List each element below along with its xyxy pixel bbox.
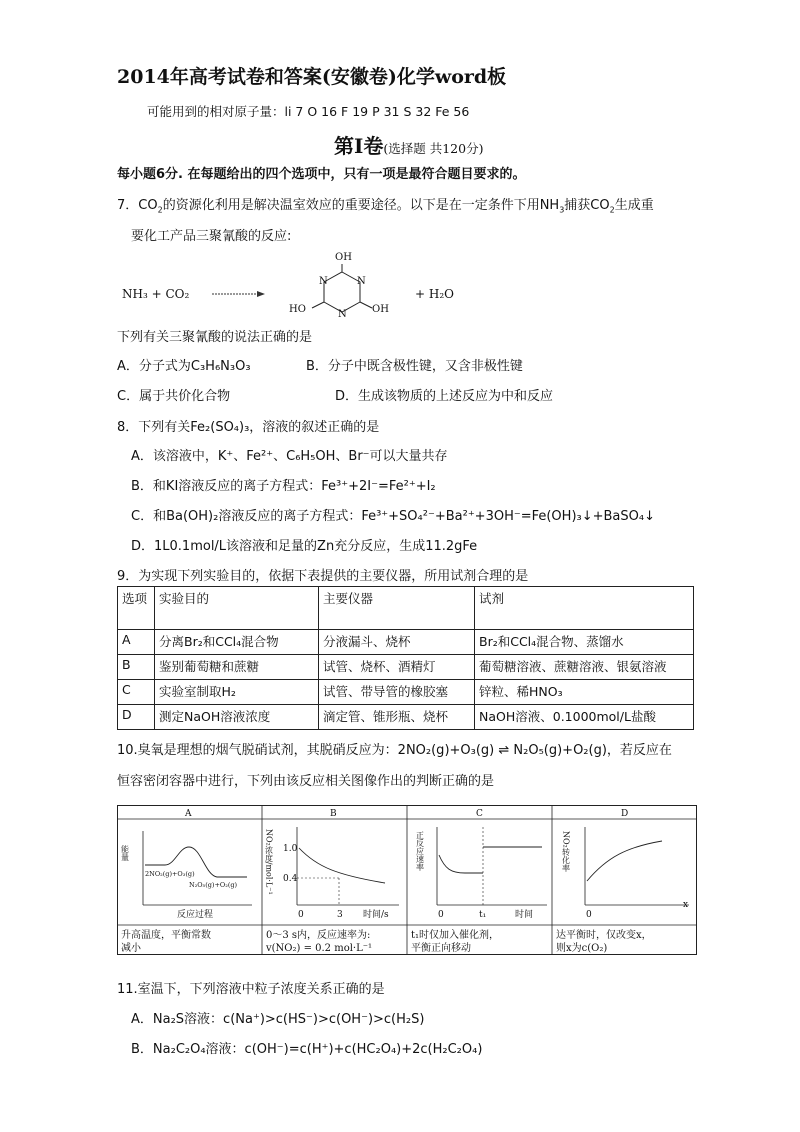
panel-a-caption1: 升高温度，平衡常数 [121,930,211,941]
atomic-masses: 可能用到的相对原子量：li 7 O 16 F 19 P 31 S 32 Fe 56 [147,104,470,119]
header-cell: 试剂 [475,587,694,630]
table-cell: 测定NaOH溶液浓度 [155,705,319,730]
table-cell: Br₂和CCl₄混合物、蒸馏水 [475,630,694,655]
q11-stem: 11.室温下，下列溶液中粒子浓度关系正确的是 [117,982,385,997]
q7-stem-part: 生成重 [614,198,654,213]
q8-stem: 8．下列有关Fe₂(SO₄)₃，溶液的叙述正确的是 [117,420,380,435]
ho-left: HO [289,304,306,315]
panel-b-caption2: v(NO₂) = 0.2 mol·L⁻¹ [266,943,373,954]
q7-option-b: B．分子中既含极性键，又含非极性键 [306,359,523,374]
q11-option-a: A．Na₂S溶液：c(Na⁺)>c(HS⁻)>c(OH⁻)>c(H₂S) [131,1012,425,1027]
q8-option-c: C．和Ba(OH)₂溶液反应的离子方程式：Fe³⁺+SO₄²⁻+Ba²⁺+3OH⁻=Fe(OH)₃↓+BaSO₄↓ [131,509,655,524]
q7-stem-part: 捕获CO [564,198,610,213]
table-cell: D [118,705,155,730]
panel-c-caption1: t₁时仅加入催化剂， [411,930,500,941]
q7-stem-line1: 7．$CO_2$的资源化利用是解决温室效应的重要途径。以下是在一定条件下用$NH_3$捕获$CO_2$生成重 [117,198,654,215]
oh-right: OH [372,304,389,315]
table-header-row [118,587,694,630]
table-cell: 葡萄糖溶液、蔗糖溶液、银氨溶液 [475,655,694,680]
q8-option-b: B．和KI溶液反应的离子方程式：Fe³⁺+2I⁻=Fe²⁺+I₂ [131,479,436,494]
q7-reaction-scheme [117,246,477,318]
panel-a-label: A [185,809,192,819]
oh-top: OH [335,252,352,263]
q7-stem-part: 7．CO [117,198,158,213]
table-cell: 滴定管、锥形瓶、烧杯 [319,705,475,730]
q7-stem-part: 的资源化利用是解决温室效应的重要途径。以下是在一定条件下用NH [162,198,560,213]
q9-table [117,586,694,730]
n-right: N [357,276,366,287]
panel-b-label: B [330,809,337,819]
n-left: N [319,276,328,287]
q7-option-a: A．分子式为C₃H₆N₃O₃ [117,359,251,374]
section-main: 第I卷 [334,134,384,158]
table-row [118,655,694,680]
table-cell: 分离Br₂和CCl₄混合物 [155,630,319,655]
panel-b-tick-x1: 3 [337,910,343,920]
panel-c-caption2: 平衡正向移动 [411,943,471,954]
q11-option-b: B．Na₂C₂O₄溶液：c(OH⁻)=c(H⁺)+c(HC₂O₄)+2c(H₂C₂O₄) [131,1042,483,1057]
panel-a-ylabel: 能量 [120,845,130,861]
panel-a [121,809,253,954]
table-cell: A [118,630,155,655]
reaction-arrowhead [257,291,265,297]
panel-a-caption2: 减小 [121,943,141,954]
q7-stem-line2: 要化工产品三聚氰酸的反应: [131,229,292,244]
panel-d-label: D [621,809,629,819]
header-cell: 实验目的 [155,587,319,630]
q10-graph-panels [117,805,697,955]
table-cell: B [118,655,155,680]
panel-a-xlabel: 反应过程 [177,910,214,920]
q8-option-a: A．该溶液中，K⁺、Fe²⁺、C₆H₅OH、Br⁻可以大量共存 [131,449,448,464]
panel-c-ylabel: 正反应速率 [415,831,425,871]
table-cell: 鉴别葡萄糖和蔗糖 [155,655,319,680]
header-cell: 主要仪器 [319,587,475,630]
panel-b-tick-y2: 0.4 [283,874,298,884]
panel-d-ylabel: NO₂转化率 [561,831,571,872]
panel-d-xlabel: x [683,900,689,910]
reaction-product-water: + H₂O [415,287,454,301]
table-row [118,705,694,730]
table-cell: 实验室制取H₂ [155,680,319,705]
q7-question: 下列有关三聚氰酸的说法正确的是 [117,330,313,345]
reaction-reactants: NH₃ + CO₂ [122,287,190,301]
table-cell: NaOH溶液、0.1000mol/L盐酸 [475,705,694,730]
panel-b-xlabel: 时间/s [363,910,389,920]
rate-before-catalyst [439,855,483,873]
panel-c-tick-x0: 0 [438,910,444,920]
page-title: 2014年高考试卷和答案(安徽卷)化学word板 [117,66,507,88]
q10-stem-line2: 恒容密闭容器中进行，下列由该反应相关图像作出的判断正确的是 [117,774,495,789]
section-sub: (选择题 共120分) [383,141,484,156]
q7-option-c: C．属于共价化合物 [117,389,231,404]
q7-option-d: D．生成该物质的上述反应为中和反应 [335,389,554,404]
conversion-curve [587,841,662,881]
panel-b-tick-y1: 1.0 [283,844,298,854]
panel-c-label: C [476,809,483,819]
table-cell: 试管、烧杯、酒精灯 [319,655,475,680]
panel-d-caption1: 达平衡时，仅改变x， [556,930,652,941]
panel-d-tick-x0: 0 [586,910,592,920]
no2-decay-curve [299,848,385,883]
panel-d [556,809,689,954]
table-row [118,680,694,705]
q8-option-d: D．1L0.1mol/L该溶液和足量的Zn充分反应，生成11.2gFe [131,539,478,554]
panel-c [411,809,547,954]
table-cell: 试管、带导管的橡胶塞 [319,680,475,705]
section-heading [334,130,483,159]
cyanuric-acid-structure [289,252,389,318]
q9-stem: 9．为实现下列实验目的，依据下表提供的主要仪器，所用试剂合理的是 [117,569,529,584]
panel-a-bottom-species: N₂O₅(g)+O₂(g) [189,881,238,889]
table-cell: 分液漏斗、烧杯 [319,630,475,655]
table-cell: C [118,680,155,705]
instructions: 每小题6分. 在每题给出的四个选项中，只有一项是最符合题目要求的。 [117,167,526,182]
panel-c-tick-x1: t₁ [479,910,487,920]
q10-stem-line1: 10.臭氧是理想的烟气脱硝试剂，其脱硝反应为：2NO₂(g)+O₃(g) ⇌ N₂O₅(g)+O₂(g)，若反应在 [117,743,672,758]
table-cell: 锌粒、稀HNO₃ [475,680,694,705]
n-bottom: N [338,309,347,318]
panel-b [265,809,400,954]
panel-b-ylabel: NO₂浓度/mol·L⁻¹ [264,829,274,895]
header-cell: 选项 [118,587,155,630]
panel-d-caption2: 则x为c(O₂) [556,943,608,954]
table-row [118,630,694,655]
panel-b-tick-x0: 0 [298,910,304,920]
panel-a-top-species: 2NO₂(g)+O₃(g) [145,870,195,878]
panel-b-caption1: 0～3 s内，反应速率为: [266,930,371,941]
panel-c-xlabel: 时间 [515,910,534,920]
